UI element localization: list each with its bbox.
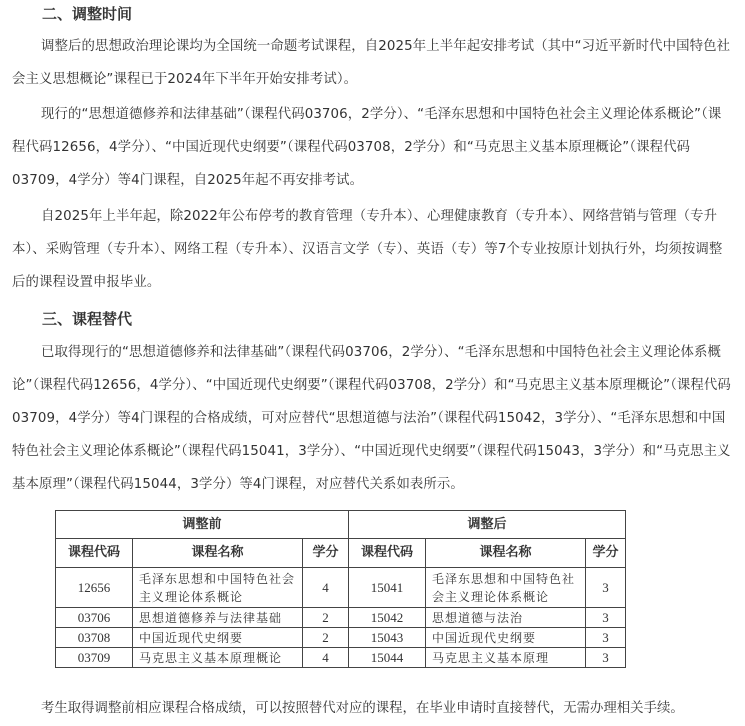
before-course-code: 03706 xyxy=(56,608,133,628)
after-course-credit: 3 xyxy=(586,568,626,608)
section-heading-course-substitution: 三、课程替代 xyxy=(42,310,133,328)
before-course-name: 中国近现代史纲要 xyxy=(133,628,303,648)
after-course-credit: 3 xyxy=(586,608,626,628)
table-row xyxy=(56,608,626,628)
after-credit-header: 学分 xyxy=(586,539,626,568)
after-name-header: 课程名称 xyxy=(426,539,586,568)
before-adjustment-header: 调整前 xyxy=(56,511,349,539)
course-substitution-table xyxy=(55,510,626,668)
before-course-code: 03709 xyxy=(56,648,133,668)
before-course-credit: 4 xyxy=(303,568,349,608)
table-row xyxy=(56,568,626,608)
paragraph-graduation-requirement: 自2025年上半年起，除2022年公布停考的教育管理（专升本）、心理健康教育（专升本）、网络营销与管理（专升本）、采购管理（专升本）、网络工程（专升本）、汉语言文学（专）、英语（专）等7个专业按原计划执行外，均须按调整后的课程设置申报毕业。 xyxy=(12,209,723,290)
after-course-name: 马克思主义基本原理 xyxy=(426,648,586,668)
paragraph-exam-schedule: 调整后的思想政治理论课均为全国统一命题考试课程，自2025年上半年起安排考试（其中“习近平新时代中国特色社会主义思想概论”课程已于2024年下半年开始安排考试）。 xyxy=(12,39,731,87)
before-course-code: 12656 xyxy=(56,568,133,608)
before-course-code: 03708 xyxy=(56,628,133,648)
after-course-code: 15043 xyxy=(349,628,426,648)
after-code-header: 课程代码 xyxy=(349,539,426,568)
after-course-credit: 3 xyxy=(586,628,626,648)
before-course-name: 毛泽东思想和中国特色社会主义理论体系概论 xyxy=(133,568,303,608)
paragraph-substitution-rules: 已取得现行的“思想道德修养和法律基础”（课程代码03706，2学分）、“毛泽东思想和中国特色社会主义理论体系概论”（课程代码12656，4学分）、“中国近现代史纲要”（课程代码03708，2学分）和“马克思主义基本原理概论”（课程代码03709，4学分）等4门课程的合格成绩，可对应替代“思想道德与法治”（课程代码15042，3学分）、“毛泽东思想和中国特色社会主义理论体系概论”（课程代码15041，3学分）、“中国近现代史纲要”（课程代码15043，3学分）和“马克思主义基本原理”（课程代码15044，3学分）等4门课程，对应替代关系如表所示。 xyxy=(12,345,731,492)
table-group-header-row xyxy=(56,511,626,539)
after-course-name: 中国近现代史纲要 xyxy=(426,628,586,648)
before-course-credit: 2 xyxy=(303,628,349,648)
before-course-name: 马克思主义基本原理概论 xyxy=(133,648,303,668)
before-code-header: 课程代码 xyxy=(56,539,133,568)
after-adjustment-header: 调整后 xyxy=(349,511,626,539)
before-credit-header: 学分 xyxy=(303,539,349,568)
section-heading-adjust-time: 二、调整时间 xyxy=(42,5,133,23)
after-course-code: 15042 xyxy=(349,608,426,628)
after-course-code: 15041 xyxy=(349,568,426,608)
before-name-header: 课程名称 xyxy=(133,539,303,568)
table-row xyxy=(56,648,626,668)
after-course-credit: 3 xyxy=(586,648,626,668)
table-column-header-row xyxy=(56,539,626,568)
after-course-name: 思想道德与法治 xyxy=(426,608,586,628)
before-course-credit: 2 xyxy=(303,608,349,628)
before-course-credit: 4 xyxy=(303,648,349,668)
after-course-name: 毛泽东思想和中国特色社会主义理论体系概论 xyxy=(426,568,586,608)
table-row xyxy=(56,628,626,648)
after-course-code: 15044 xyxy=(349,648,426,668)
before-course-name: 思想道德修养与法律基础 xyxy=(133,608,303,628)
paragraph-current-courses: 现行的“思想道德修养和法律基础”（课程代码03706，2学分）、“毛泽东思想和中国特色社会主义理论体系概论”（课程代码12656，4学分）、“中国近现代史纲要”（课程代码03708，2学分）和“马克思主义基本原理概论”（课程代码03709，4学分）等4门课程，自2025年起不再安排考试。 xyxy=(12,107,722,188)
closing-note: 考生取得调整前相应课程合格成绩，可以按照替代对应的课程，在毕业申请时直接替代，无需办理相关手续。 xyxy=(41,701,684,716)
